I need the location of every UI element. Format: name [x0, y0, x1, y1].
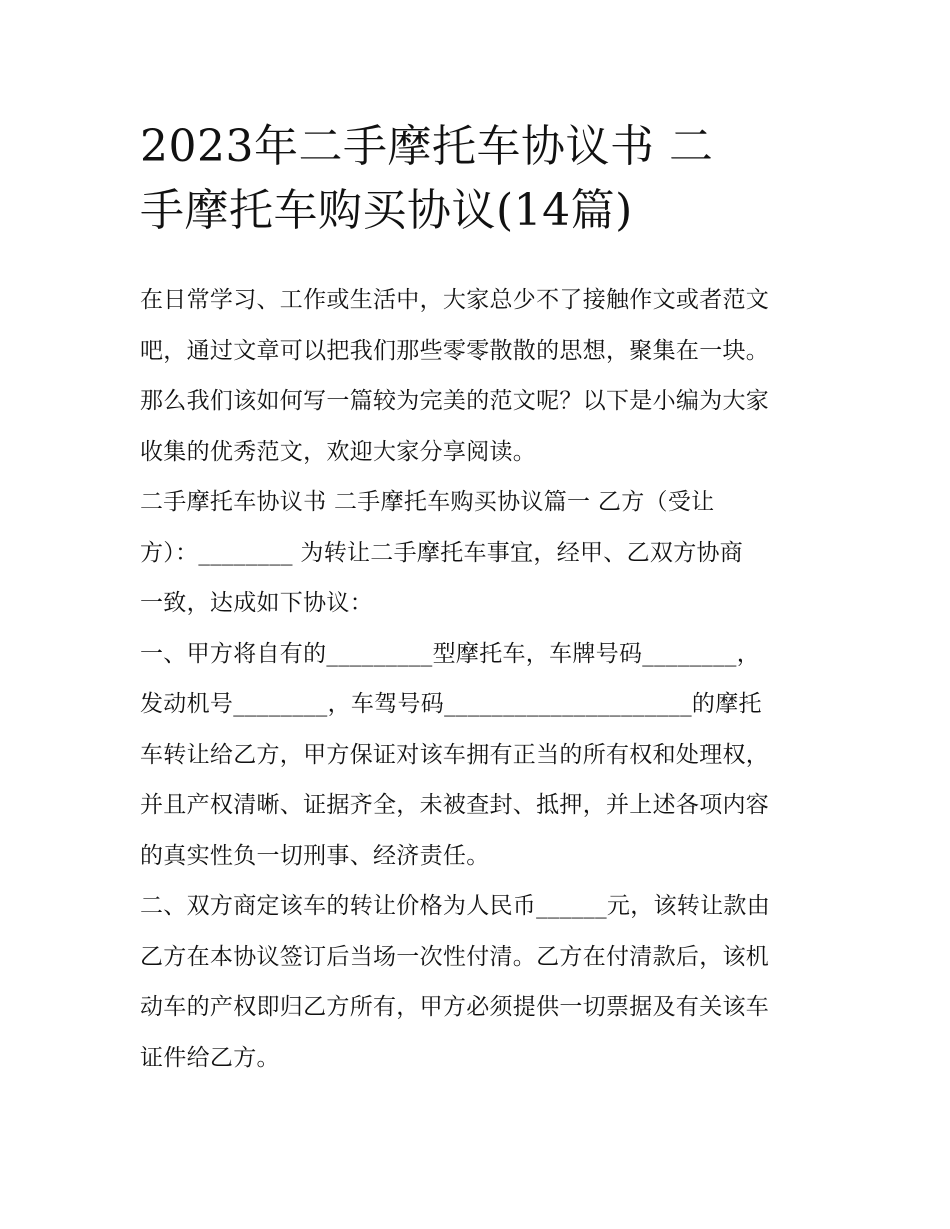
text-line: 二手摩托车协议书 二手摩托车购买协议篇一 乙方（受让	[140, 489, 715, 515]
title-line: 2023年二手摩托车协议书 二	[140, 121, 714, 172]
clause-two-paragraph	[140, 881, 820, 1083]
document-page	[140, 115, 820, 1083]
text-line: 乙方在本协议签订后当场一次性付清。乙方在付清款后，该机	[140, 943, 770, 970]
text-line: 方）：________ 为转让二手摩托车事宜，经甲、乙双方协商	[140, 539, 744, 566]
section-heading-paragraph	[140, 477, 820, 629]
text-line: 那么我们该如何写一篇较为完美的范文呢？以下是小编为大家	[140, 388, 770, 414]
text-line: 一、甲方将自有的_________型摩托车，车牌号码________，	[140, 640, 760, 667]
text-line: 车转让给乙方，甲方保证对该车拥有正当的所有权和处理权，	[140, 741, 770, 768]
document-title	[140, 115, 820, 243]
document-body	[140, 275, 820, 1083]
text-line: 的真实性负一切刑事、经济责任。	[140, 842, 490, 869]
text-line: 二、双方商定该车的转让价格为人民币______元，该转让款由	[140, 893, 770, 919]
text-line: 一致，达成如下协议：	[140, 590, 373, 616]
text-line: 在日常学习、工作或生活中，大家总少不了接触作文或者范文	[140, 287, 770, 313]
text-line: 收集的优秀范文，欢迎大家分享阅读。	[140, 438, 537, 465]
text-line: 吧，通过文章可以把我们那些零零散散的思想，聚集在一块。	[140, 337, 770, 364]
text-line: 并且产权清晰、证据齐全，未被查封、抵押，并上述各项内容	[140, 792, 770, 818]
title-line: 手摩托车购买协议(14篇)	[140, 185, 633, 236]
text-line: 证件给乙方。	[140, 1044, 280, 1071]
text-line: 动车的产权即归乙方所有，甲方必须提供一切票据及有关该车	[140, 994, 770, 1020]
clause-one-paragraph	[140, 629, 820, 882]
intro-paragraph	[140, 275, 820, 477]
text-line: 发动机号________，车驾号码_____________________的摩托	[140, 691, 762, 717]
